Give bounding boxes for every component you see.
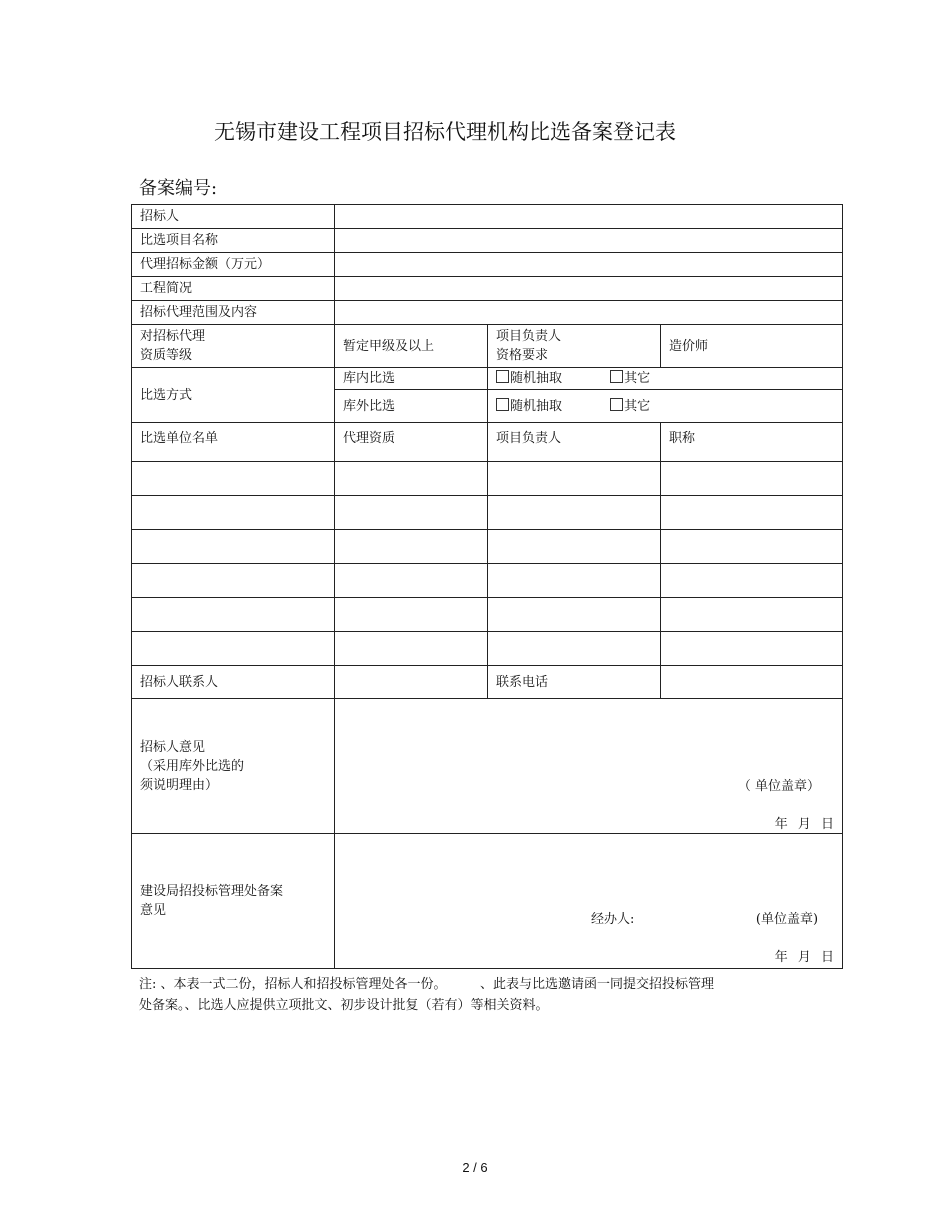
options-outer: [488, 390, 843, 423]
list-cell[interactable]: [488, 530, 661, 564]
row-list-header: [132, 423, 843, 462]
outer-other-label: 其它: [624, 398, 651, 414]
footnote: [139, 974, 789, 1016]
list-cell[interactable]: [132, 496, 335, 530]
label-qualification-line2: 资质等级: [140, 348, 193, 363]
label-tenderer: 招标人: [132, 205, 335, 229]
list-cell[interactable]: [661, 632, 843, 666]
row-amount: [132, 253, 843, 277]
label-inner-selection: 库内比选: [335, 368, 488, 390]
field-phone[interactable]: [661, 666, 843, 699]
field-amount[interactable]: [335, 253, 843, 277]
footnote-line2: 处备案。、比选人应提供立项批文、初步设计批复（若有）等相关资料。: [139, 998, 549, 1013]
row-overview: [132, 277, 843, 301]
list-cell[interactable]: [335, 462, 488, 496]
form-title: 无锡市建设工程项目招标代理机构比选备案登记表: [214, 120, 676, 144]
list-cell[interactable]: [661, 598, 843, 632]
label-manager-line1: 项目负责人: [496, 329, 562, 344]
field-project-name[interactable]: [335, 229, 843, 253]
field-tenderer[interactable]: [335, 205, 843, 229]
list-cell[interactable]: [488, 496, 661, 530]
label-contact: 招标人联系人: [132, 666, 335, 699]
outer-other-checkbox[interactable]: [610, 398, 623, 411]
list-row: [132, 564, 843, 598]
row-project-name: [132, 229, 843, 253]
label-tenderer-opinion: [132, 699, 335, 834]
list-row: [132, 462, 843, 496]
row-tenderer: [132, 205, 843, 229]
list-cell[interactable]: [132, 462, 335, 496]
value-qualification: 暂定甲级及以上: [335, 325, 488, 368]
label-manager-requirement: [488, 325, 661, 368]
page-number: 2 / 6: [462, 1160, 488, 1175]
list-cell[interactable]: [661, 462, 843, 496]
row-scope: [132, 301, 843, 325]
footnote-line1a: 注: 、本表一式二份，招标人和招投标管理处各一份。: [139, 977, 441, 992]
inner-other-checkbox[interactable]: [610, 370, 623, 383]
inner-random-label: 随机抽取: [510, 371, 563, 386]
bureau-line2: 意见: [140, 903, 167, 918]
row-tenderer-opinion: [132, 699, 843, 834]
list-cell[interactable]: [335, 530, 488, 564]
footnote-line1b: 、此表与比选邀请函一同提交招投标管理: [480, 977, 715, 992]
list-cell[interactable]: [488, 462, 661, 496]
list-cell[interactable]: [661, 496, 843, 530]
label-manager-line2: 资格要求: [496, 348, 549, 363]
opinion-line2: （采用库外比选的: [140, 758, 245, 774]
list-cell[interactable]: [132, 598, 335, 632]
registration-form-table: [131, 204, 843, 969]
row-bureau-opinion: [132, 834, 843, 969]
field-scope[interactable]: [335, 301, 843, 325]
opinion-line1: 招标人意见: [140, 739, 206, 755]
header-title: 职称: [661, 423, 843, 462]
list-cell[interactable]: [335, 598, 488, 632]
handler-label: 经办人:: [591, 912, 635, 927]
tenderer-seal-label: （ 单位盖章）: [737, 779, 821, 794]
row-contact: [132, 666, 843, 699]
inner-random-checkbox[interactable]: [496, 370, 509, 383]
bureau-line1: 建设局招投标管理处备案: [140, 884, 284, 899]
label-outer-selection: 库外比选: [335, 390, 488, 423]
field-overview[interactable]: [335, 277, 843, 301]
header-qualification: 代理资质: [335, 423, 488, 462]
label-amount: 代理招标金额（万元）: [132, 253, 335, 277]
list-row: [132, 632, 843, 666]
record-number-label: 备案编号:: [139, 178, 218, 199]
list-cell[interactable]: [661, 530, 843, 564]
list-cell[interactable]: [335, 564, 488, 598]
list-cell[interactable]: [488, 564, 661, 598]
list-cell[interactable]: [132, 530, 335, 564]
label-overview: 工程简况: [132, 277, 335, 301]
outer-random-checkbox[interactable]: [496, 398, 509, 411]
label-project-name: 比选项目名称: [132, 229, 335, 253]
footnote-line1: [139, 974, 789, 995]
list-cell[interactable]: [132, 564, 335, 598]
list-cell[interactable]: [132, 632, 335, 666]
label-qualification-line1: 对招标代理: [140, 329, 206, 344]
field-bureau-opinion[interactable]: [335, 834, 843, 969]
options-inner: [488, 368, 843, 390]
label-qualification: [132, 325, 335, 368]
bureau-seal-label: (单位盖章): [755, 912, 819, 927]
outer-random-label: 随机抽取: [510, 398, 563, 414]
list-row: [132, 530, 843, 564]
list-cell[interactable]: [335, 496, 488, 530]
list-cell[interactable]: [488, 632, 661, 666]
inner-other-label: 其它: [624, 371, 651, 386]
label-phone: 联系电话: [488, 666, 661, 699]
label-bureau-opinion: [132, 834, 335, 969]
header-unit-list: 比选单位名单: [132, 423, 335, 462]
value-manager-requirement: 造价师: [661, 325, 843, 368]
header-manager: 项目负责人: [488, 423, 661, 462]
field-tenderer-opinion[interactable]: [335, 699, 843, 834]
row-method-inner: [132, 368, 843, 390]
tenderer-date-label: 年 月 日: [774, 817, 835, 832]
opinion-line3: 须说明理由）: [140, 777, 219, 793]
list-cell[interactable]: [488, 598, 661, 632]
label-scope: 招标代理范围及内容: [132, 301, 335, 325]
list-cell[interactable]: [335, 632, 488, 666]
label-method: 比选方式: [132, 368, 335, 423]
row-qualification: [132, 325, 843, 368]
list-cell[interactable]: [661, 564, 843, 598]
bureau-date-label: 年 月 日: [774, 950, 835, 965]
list-row: [132, 598, 843, 632]
list-row: [132, 496, 843, 530]
field-contact[interactable]: [335, 666, 488, 699]
